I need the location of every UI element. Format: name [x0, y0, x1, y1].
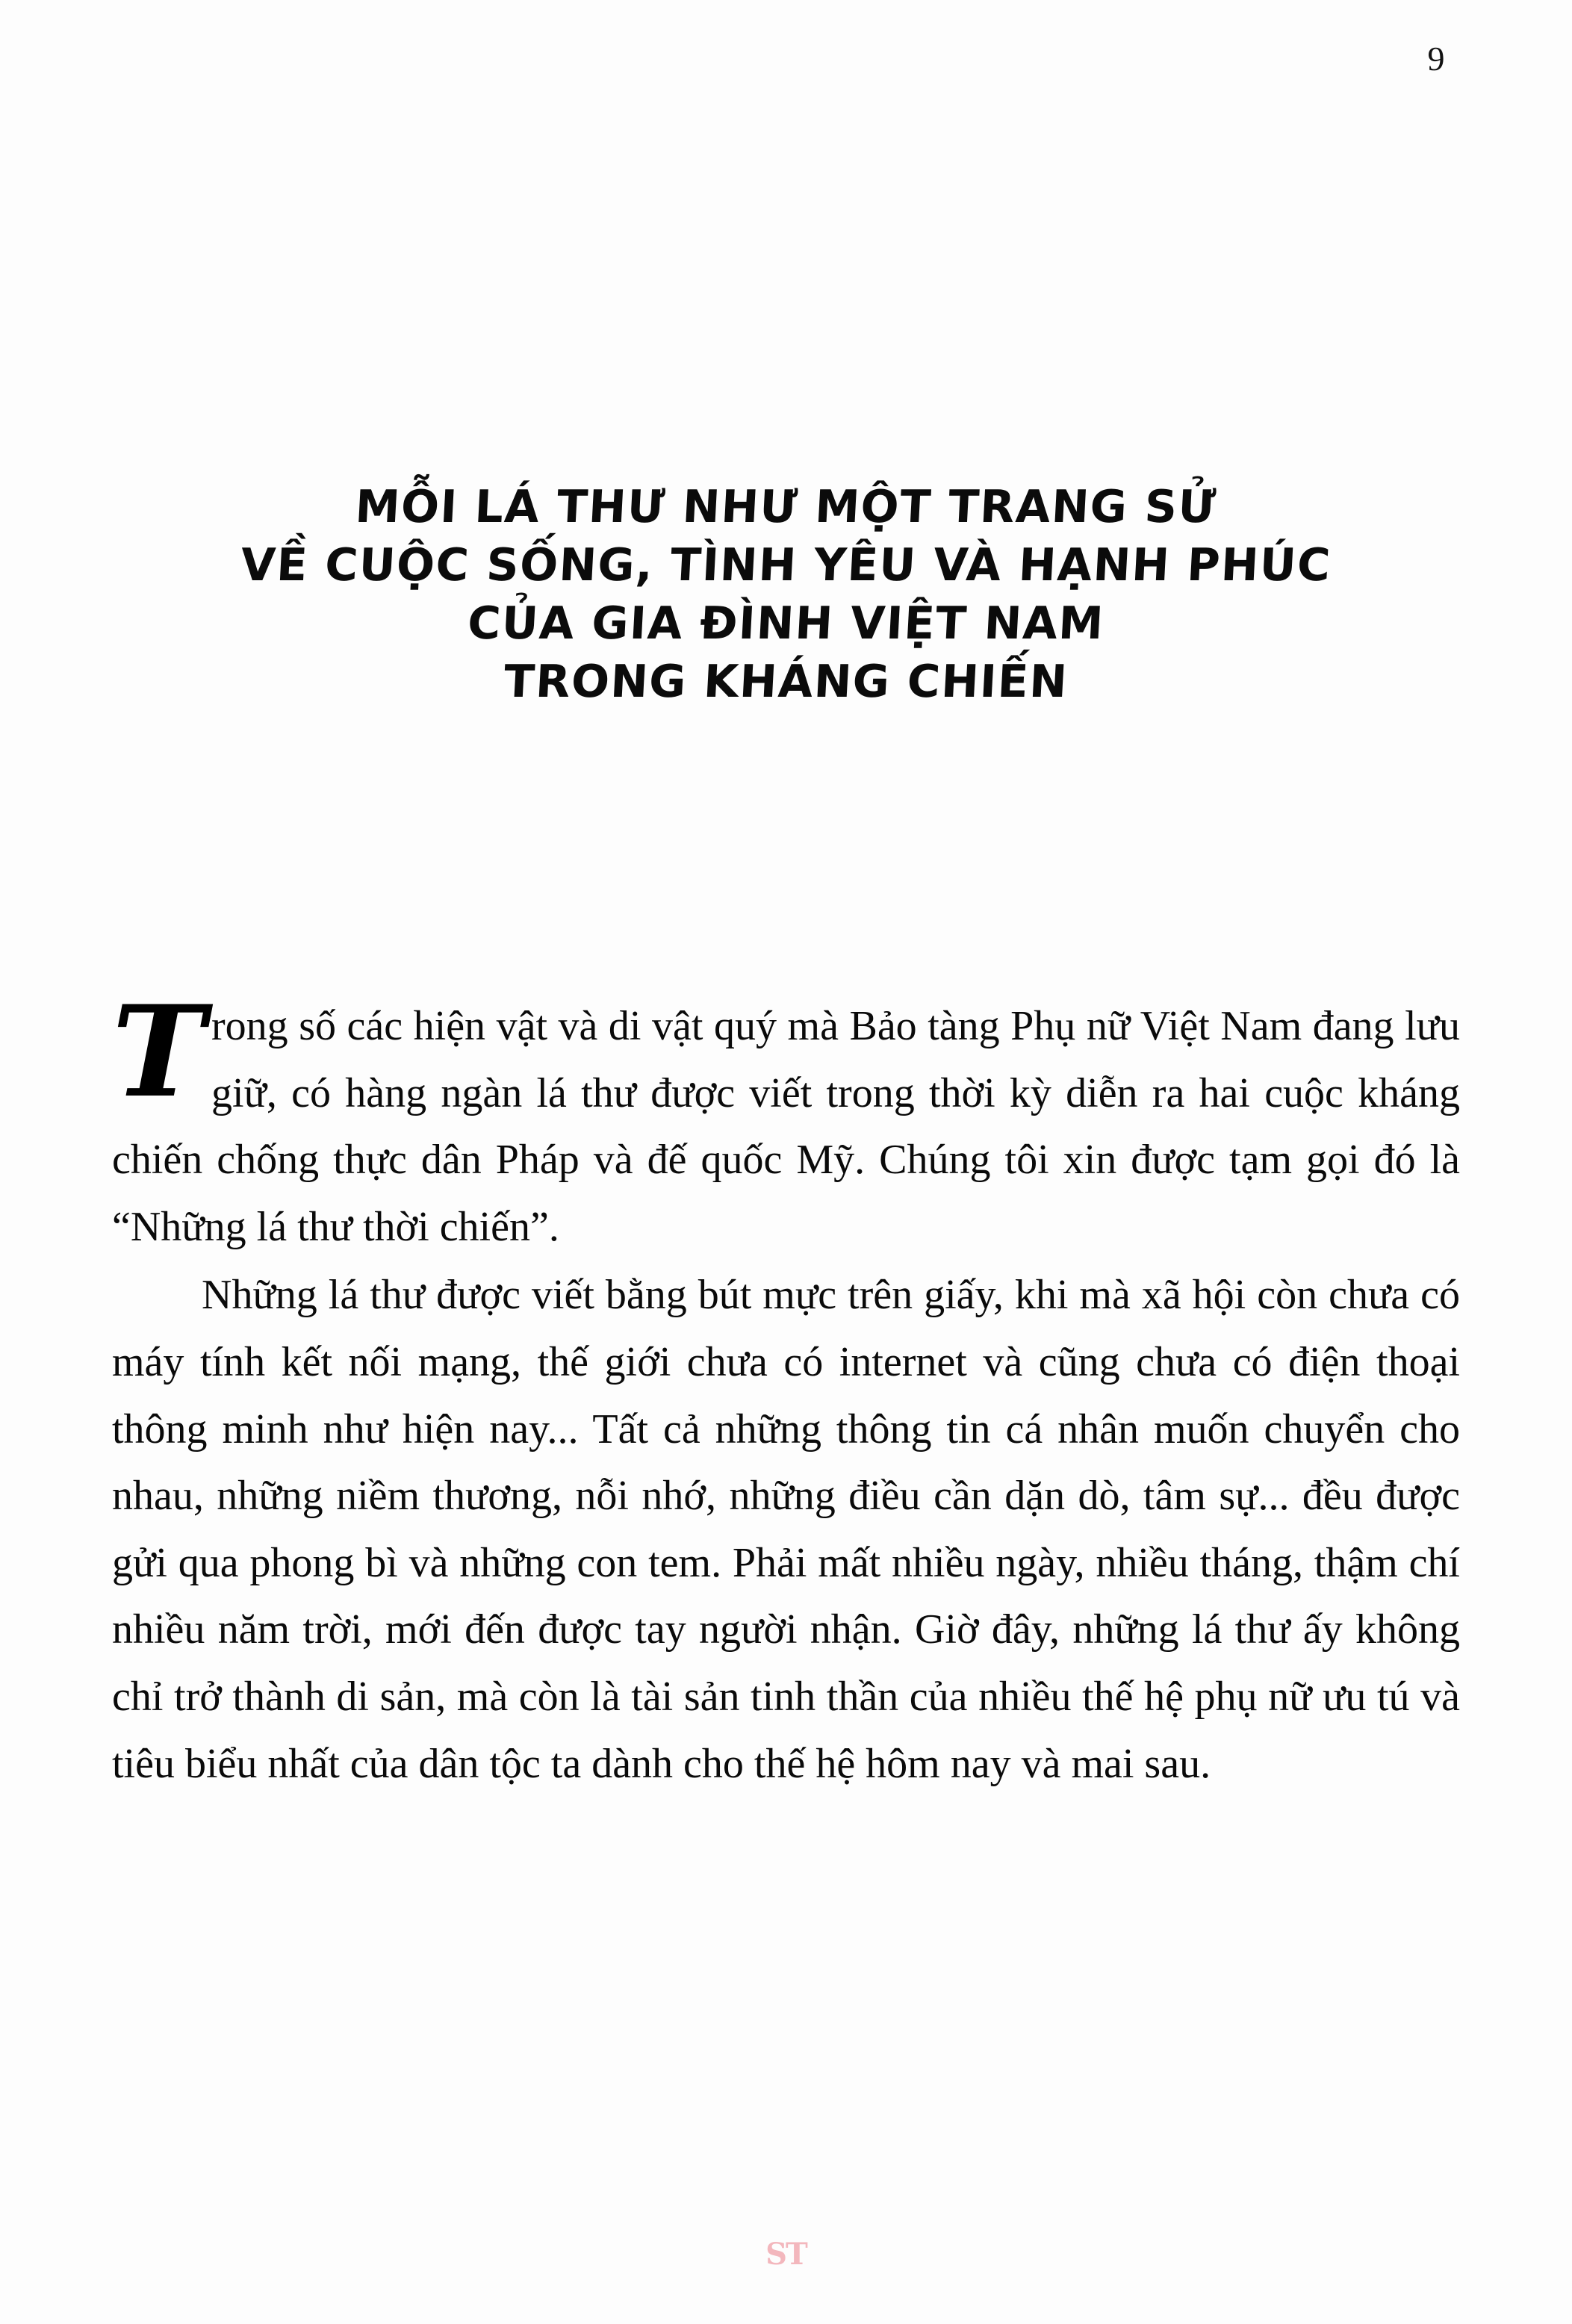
paragraph-2 — [112, 1262, 1460, 1798]
paragraph-1 — [112, 978, 1460, 1261]
page-title — [0, 478, 1572, 711]
title-line-4: TRONG KHÁNG CHIẾN — [503, 656, 1069, 708]
publisher-logo-text: ST — [765, 2236, 807, 2272]
paragraph-1-text: rong số các hiện vật và di vật quý mà Bảo tàng Phụ nữ Việt Nam đang lưu giữ, có hàng ngàn lá thư được viết trong thời kỳ diễn ra hai cuộc kháng chiến chống thực dân Pháp và đế quốc Mỹ. Chúng tôi xin được tạm gọi đó là “Những lá thư thời chiến”. — [112, 1003, 1460, 1250]
title-line-3: CỦA GIA ĐÌNH VIỆT NAM — [466, 597, 1106, 650]
page-number: 9 — [1427, 40, 1445, 78]
paragraph-2-text: Những lá thư được viết bằng bút mực trên giấy, khi mà xã hội còn chưa có máy tính kết nối mạng, thế giới chưa có internet và cũng chưa có điện thoại thông minh như hiện nay... Tất cả những thông tin cá nhân muốn chuyển cho nhau, những niềm thương, nỗi nhớ, những điều cần dặn dò, tâm sự... đều được gửi qua phong bì và những con tem. Phải mất nhiều ngày, nhiều tháng, thậm chí nhiều năm trời, mới đến được tay người nhận. Giờ đây, những lá thư ấy không chỉ trở thành di sản, mà còn là tài sản tinh thần của nhiều thế hệ phụ nữ ưu tú và tiêu biểu nhất của dân tộc ta dành cho thế hệ hôm nay và mai sau. — [112, 1272, 1460, 1787]
title-line-1: MỖI LÁ THƯ NHƯ MỘT TRANG SỬ — [353, 481, 1219, 533]
drop-cap: T — [112, 978, 206, 1125]
publisher-logo-icon — [757, 2227, 815, 2281]
body-text — [112, 978, 1460, 1799]
title-line-2: VỀ CUỘC SỐNG, TÌNH YÊU VÀ HẠNH PHÚC — [239, 539, 1333, 591]
